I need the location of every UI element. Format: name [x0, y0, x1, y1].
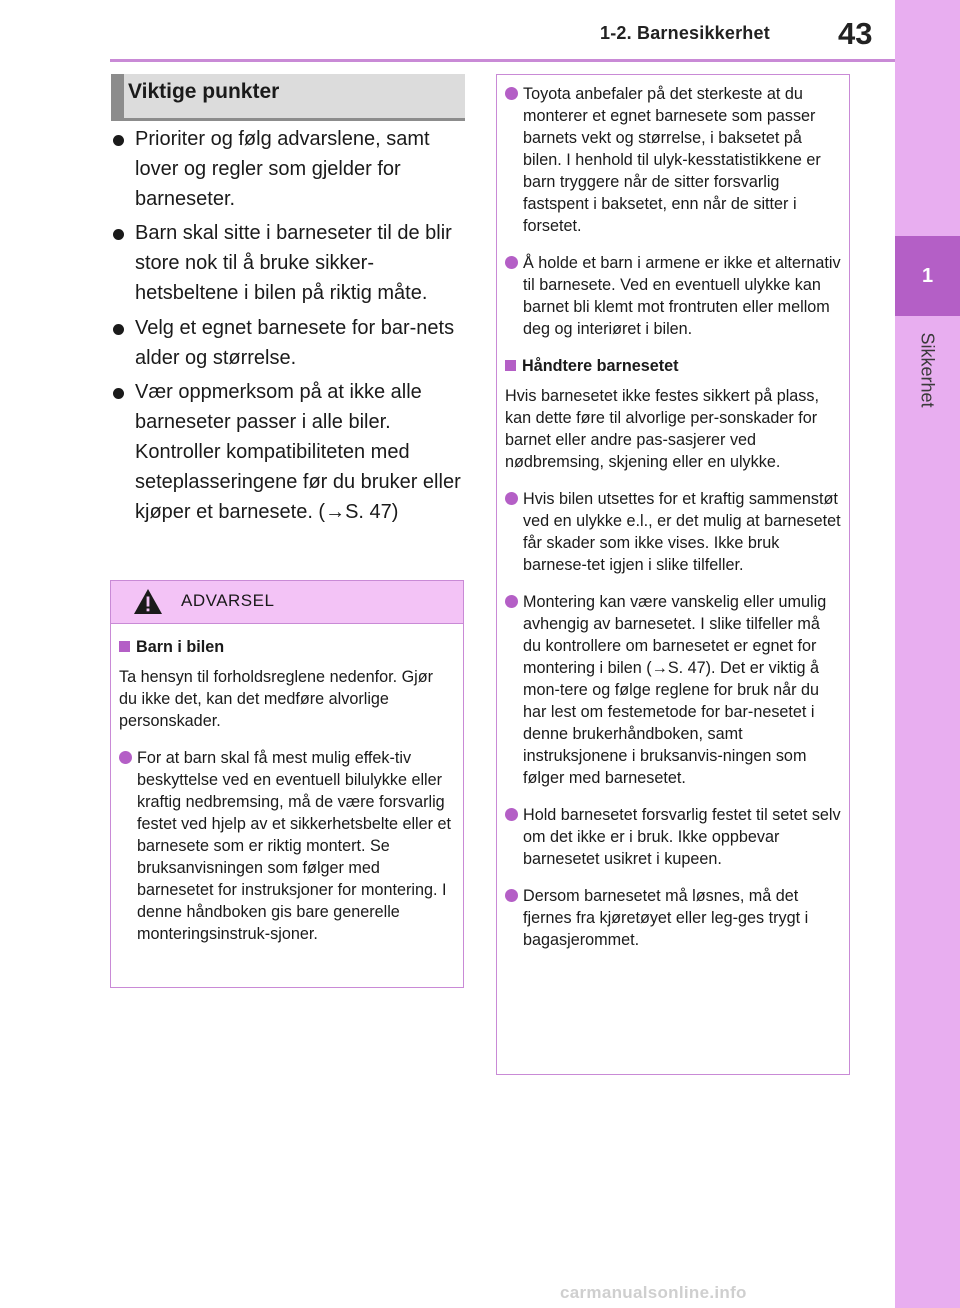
- bullet-icon: [113, 324, 124, 335]
- chapter-label: Sikkerhet: [917, 332, 938, 408]
- warning-body: [111, 624, 463, 945]
- list-item: Hold barnesetet forsvarlig festet til setet selv om det ikke er i bruk. Ikke oppbevar barnesetet usikret i kupeen.: [505, 804, 841, 870]
- warning-subheading: Barn i bilen: [119, 636, 455, 658]
- important-points-title: Viktige punkter: [128, 80, 280, 103]
- list-item: Prioriter og følg advarslene, samt lover og regler som gjelder for barneseter.: [111, 125, 467, 214]
- list-item: Dersom barnesetet må løsnes, må det fjernes fra kjøretøyet eller leg-ges trygt i bagasjerommet.: [505, 885, 841, 951]
- list-item: For at barn skal få mest mulig effek-tiv beskyttelse ved en eventuell bilulykke eller kraftig nedbremsing, må de være forsvarlig festet ved hjelp av et sikkerhetsbelte eller et barnesete som er riktig montert. Se bruksanvisningen som følger med barnesetet for instruksjoner for montering. I denne håndboken gis bare generelle monteringsinstruk-sjoner.: [119, 747, 455, 945]
- warning-header: [111, 581, 463, 624]
- bullet-icon: [113, 229, 124, 240]
- chapter-side-tab: [895, 0, 960, 1308]
- info-box: [496, 74, 850, 1075]
- section-title: 1-2. Barnesikkerhet: [600, 23, 770, 43]
- circle-bullet-icon: [505, 256, 518, 269]
- important-points-list: [111, 125, 467, 532]
- warning-title: ADVARSEL: [181, 591, 275, 610]
- square-bullet-icon: [119, 641, 130, 652]
- circle-bullet-icon: [505, 808, 518, 821]
- bullet-icon: [113, 135, 124, 146]
- watermark: carmanualsonline.info: [560, 1283, 747, 1302]
- list-item: Toyota anbefaler på det sterkeste at du monterer et egnet barnesete som passer barnets vekt og størrelse, i baksetet på bilen. I henhold til ulyk-kesstatistikkene er barn tryggere når de sitter forsvarlig fastspent i baksetet, enn når de sitter i forsetet.: [505, 83, 841, 237]
- circle-bullet-icon: [505, 595, 518, 608]
- list-item: Velg et egnet barnesete for bar-nets alder og størrelse.: [111, 314, 467, 374]
- chapter-number: 1: [895, 236, 960, 316]
- circle-bullet-icon: [505, 87, 518, 100]
- circle-bullet-icon: [505, 889, 518, 902]
- list-item: Hvis bilen utsettes for et kraftig sammenstøt ved en ulykke e.l., er det mulig at barnesetet får skader som ikke vises. Ikke bruk barnese-tet igjen i slike tilfeller.: [505, 488, 841, 576]
- warning-box: [110, 580, 464, 988]
- info-paragraph: Hvis barnesetet ikke festes sikkert på plass, kan dette føre til alvorlige per-sonskader for barnet eller andre pas-sasjerer ved nødbremsing, skjening eller en ulykke.: [505, 387, 819, 471]
- circle-bullet-icon: [505, 492, 518, 505]
- list-item: Å holde et barn i armene er ikke et alternativ til barnesete. Ved en eventuell ulykke kan barnet bli klemt mot frontruten eller mellom deg og interiøret i bilen.: [505, 252, 841, 340]
- page-number: 43: [838, 16, 873, 51]
- info-subheading: Håndtere barnesetet: [505, 355, 841, 377]
- important-points-accent-bar: [111, 74, 124, 121]
- list-item: Vær oppmerksom på at ikke alle barneseter passer i alle biler. Kontroller kompatibiliteten med seteplasseringene før du bruker eller kjøper et barnesete. (→S. 47): [111, 378, 467, 527]
- square-bullet-icon: [505, 360, 516, 371]
- circle-bullet-icon: [119, 751, 132, 764]
- bullet-icon: [113, 388, 124, 399]
- warning-triangle-icon: [133, 588, 163, 615]
- header-rule: [110, 59, 895, 62]
- warning-intro: Ta hensyn til forholdsreglene nedenfor. Gjør du ikke det, kan det medføre alvorlige personskader.: [119, 668, 434, 730]
- list-item: Barn skal sitte i barneseter til de blir store nok til å bruke sikker-hetsbeltene i bilen på riktig måte.: [111, 219, 467, 308]
- list-item: Montering kan være vanskelig eller umulig avhengig av barnesetet. I slike tilfeller må du kontrollere om barnesetet er egnet for montering i bilen (→S. 47). Det er viktig å mon-tere og følge reglene for bruk når du har lest om festemetode for bar-nesetet i denne brukerhåndboken, samt instruksjonene i bruksanvis-ningen som følger med barnesetet.: [505, 591, 841, 789]
